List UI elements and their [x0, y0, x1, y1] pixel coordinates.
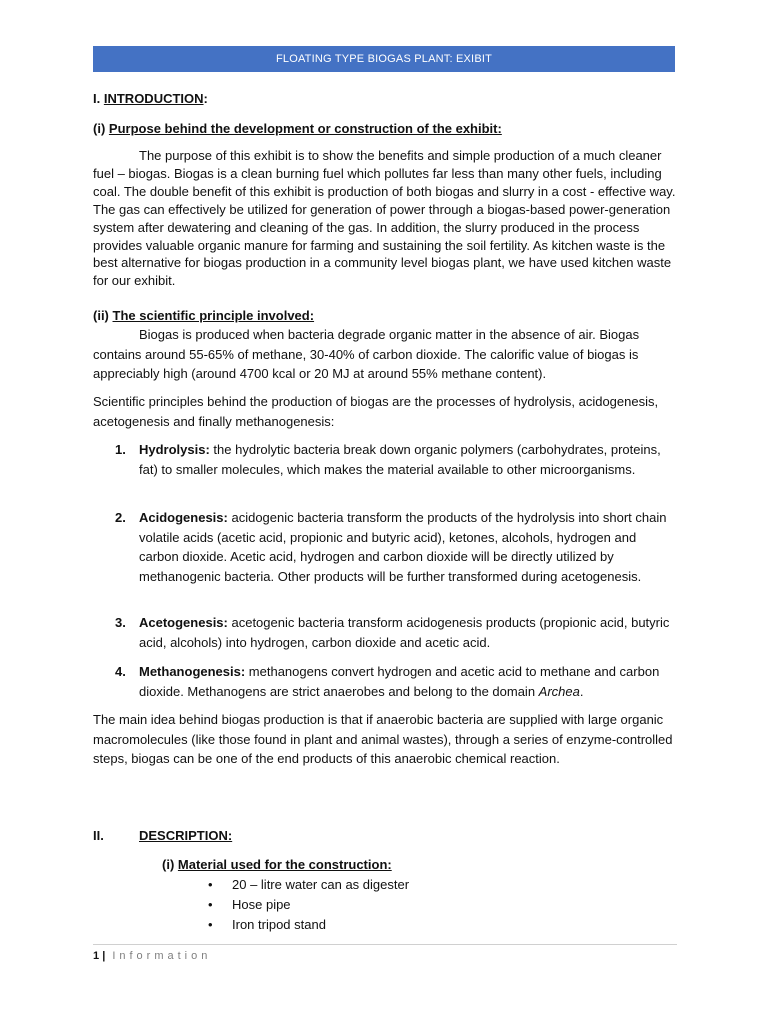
document-title-bar — [93, 46, 675, 72]
bullet-icon: • — [208, 897, 213, 912]
document-title: FLOATING TYPE BIOGAS PLANT: EXIBIT — [275, 53, 493, 65]
materials-title: Material used for the construction: — [177, 857, 392, 872]
subheading-principle: (ii) The scientific principle involved: — [93, 308, 315, 323]
section-heading-introduction: I. INTRODUCTION: — [93, 91, 208, 106]
list-item-acetogenesis: 3. Acetogenesis: acetogenic bacteria transform acidogenesis products (propionic acid, butyric acid, alcohols) into hydrogen, carbon dioxide and acetic acid. — [115, 615, 670, 650]
purpose-title: Purpose behind the development or construction of the exhibit: — [108, 121, 502, 136]
principle-paragraph: Biogas is produced when bacteria degrade organic matter in the absence of air. Biogas contains around 55-65% of methane, 30-40% of carbon dioxide. The calorific value of biogas is appreciably high (around 4700 kcal or 20 MJ at around 55% methane content). — [93, 327, 640, 381]
bullet-icon: • — [208, 877, 213, 892]
purpose-paragraph: The purpose of this exhibit is to show the benefits and simple production of a much cleaner fuel – biogas. Biogas is a clean burning fuel which pollutes far less than many other fuels, including coal. The double benefit of this exhibit is production of both biogas and slurry in a cost - effective way. The gas can effectively be utilized for generation of power through a biogas-based power-generation system after dewatering and cleaning of the gas. In addition, the slurry produced in the process provides valuable organic manure for farming and sustaining the soil fertility. As kitchen waste is the best alternative for biogas production in a community level biogas plant, we have used kitchen waste for our exhibit. — [93, 148, 676, 289]
principles-intro-paragraph: Scientific principles behind the production of biogas are the processes of hydrolysis, acidogenesis, acetogenesis and finally methanogenesis: — [93, 394, 659, 429]
page-footer — [93, 948, 211, 964]
list-item-hydrolysis: 1. Hydrolysis: the hydrolytic bacteria break down organic polymers (carbohydrates, proteins, fat) to smaller molecules, which makes the material available to other microorganisms. — [115, 442, 661, 477]
page-number: 1 — [93, 950, 100, 962]
main-idea-paragraph: The main idea behind biogas production is that if anaerobic bacteria are supplied with large organic macromolecules (like those found in plant and animal wastes), through a series of enzyme-controlled steps, biogas can be one of the end products of this anaerobic chemical reaction. — [93, 712, 673, 766]
principle-title: The scientific principle involved: — [112, 308, 315, 323]
description-heading: DESCRIPTION: — [139, 828, 233, 843]
section-heading-description: II. DESCRIPTION: — [93, 826, 683, 846]
subheading-purpose: (i) Purpose behind the development or construction of the exhibit: — [93, 121, 502, 136]
footer-section-label: Information — [112, 950, 212, 962]
list-item-acidogenesis: 2. Acidogenesis: acidogenic bacteria transform the products of the hydrolysis into short chain volatile acids (acetic acid, propionic and butyric acid), ketones, alcohols, hydrogen and carbon dioxide. Acetic acid, hydrogen and carbon dioxide will be directly utilized by methanogenic bacteria. Other products will be further transformed during acetogenesis. — [115, 510, 667, 584]
footer-divider — [93, 944, 677, 945]
subheading-materials: (i) Material used for the construction: — [162, 857, 392, 872]
list-item-methanogenesis: 4. Methanogenesis: methanogens convert hydrogen and acetic acid to methane and carbon dioxide. Methanogens are strict anaerobes and belong to the domain Archea. — [115, 664, 660, 699]
introduction-heading: INTRODUCTION — [103, 91, 204, 106]
footer-separator: | — [102, 950, 106, 962]
document-page: FLOATING TYPE BIOGAS PLANT: EXIBIT I. INTRODUCTION: (i) Purpose behind the development or construction of the exhibit: The purpose of this exhibit is to show the benefits and simple production of a much cleaner fuel – biogas. Biogas is a clean burning fuel which pollutes far less than many other fuels, including coal. The double benefit of this exhibit is production of both biogas and slurry in a cost - effective way. The gas can effectively be utilized for generation of power through a biogas-based power-generation system after dewatering and cleaning of the gas. In addition, the slurry produced in the process provides valuable organic manure for farming and sustaining the soil fertility. As kitchen waste is the best alternative for biogas production in a community level biogas plant, we have used kitchen waste for our exhibit. (ii) The scientific principle involved: Biogas is produced when bacteria degrade organic matter in the absence of air. Biogas contains around 55-65% of methane, 30-40% of carbon dioxide. The calorific value of biogas is appreciably high (around 4700 kcal or 20 MJ at around 55% methane content). Scientific principles behind the production of biogas are the processes of hydrolysis, acidogenesis, acetogenesis and finally methanogenesis: 1. Hydrolysis: the hydrolytic bacteria break down organic polymers (carbohydrates, proteins, fat) to smaller molecules, which makes the material available to other microorganisms. 2. Acidogenesis: acidogenic bacteria transform the products of the hydrolysis into short chain volatile acids (acetic acid, propionic and butyric acid), ketones, alcohols, hydrogen and carbon dioxide. Acetic acid, hydrogen and carbon dioxide will be directly utilized by methanogenic bacteria. Other products will be further transformed during acetogenesis. 3. Acetogenesis: acetogenic bacteria transform acidogenesis products (propionic acid, butyric acid, alcohols) into hydrogen, carbon dioxide and acetic acid. 4. Methanogenesis: methanogens convert hydrogen and acetic acid to methane and carbon dioxide. Methanogens are strict anaerobes and belong to the domain Archea. The main idea behind biogas production is that if anaerobic bacteria are supplied with large organic macromolecules (like those found in plant and animal wastes), through a series of enzyme-controlled steps, biogas can be one of the end products of this anaerobic chemical reaction. II. DESCRIPTION: (i) Material used for the construction: • 20 – litre water can as digester • Hose pipe • Iron tripod stand 1 | Information — [0, 0, 768, 1024]
bullet-icon: • — [208, 917, 213, 932]
